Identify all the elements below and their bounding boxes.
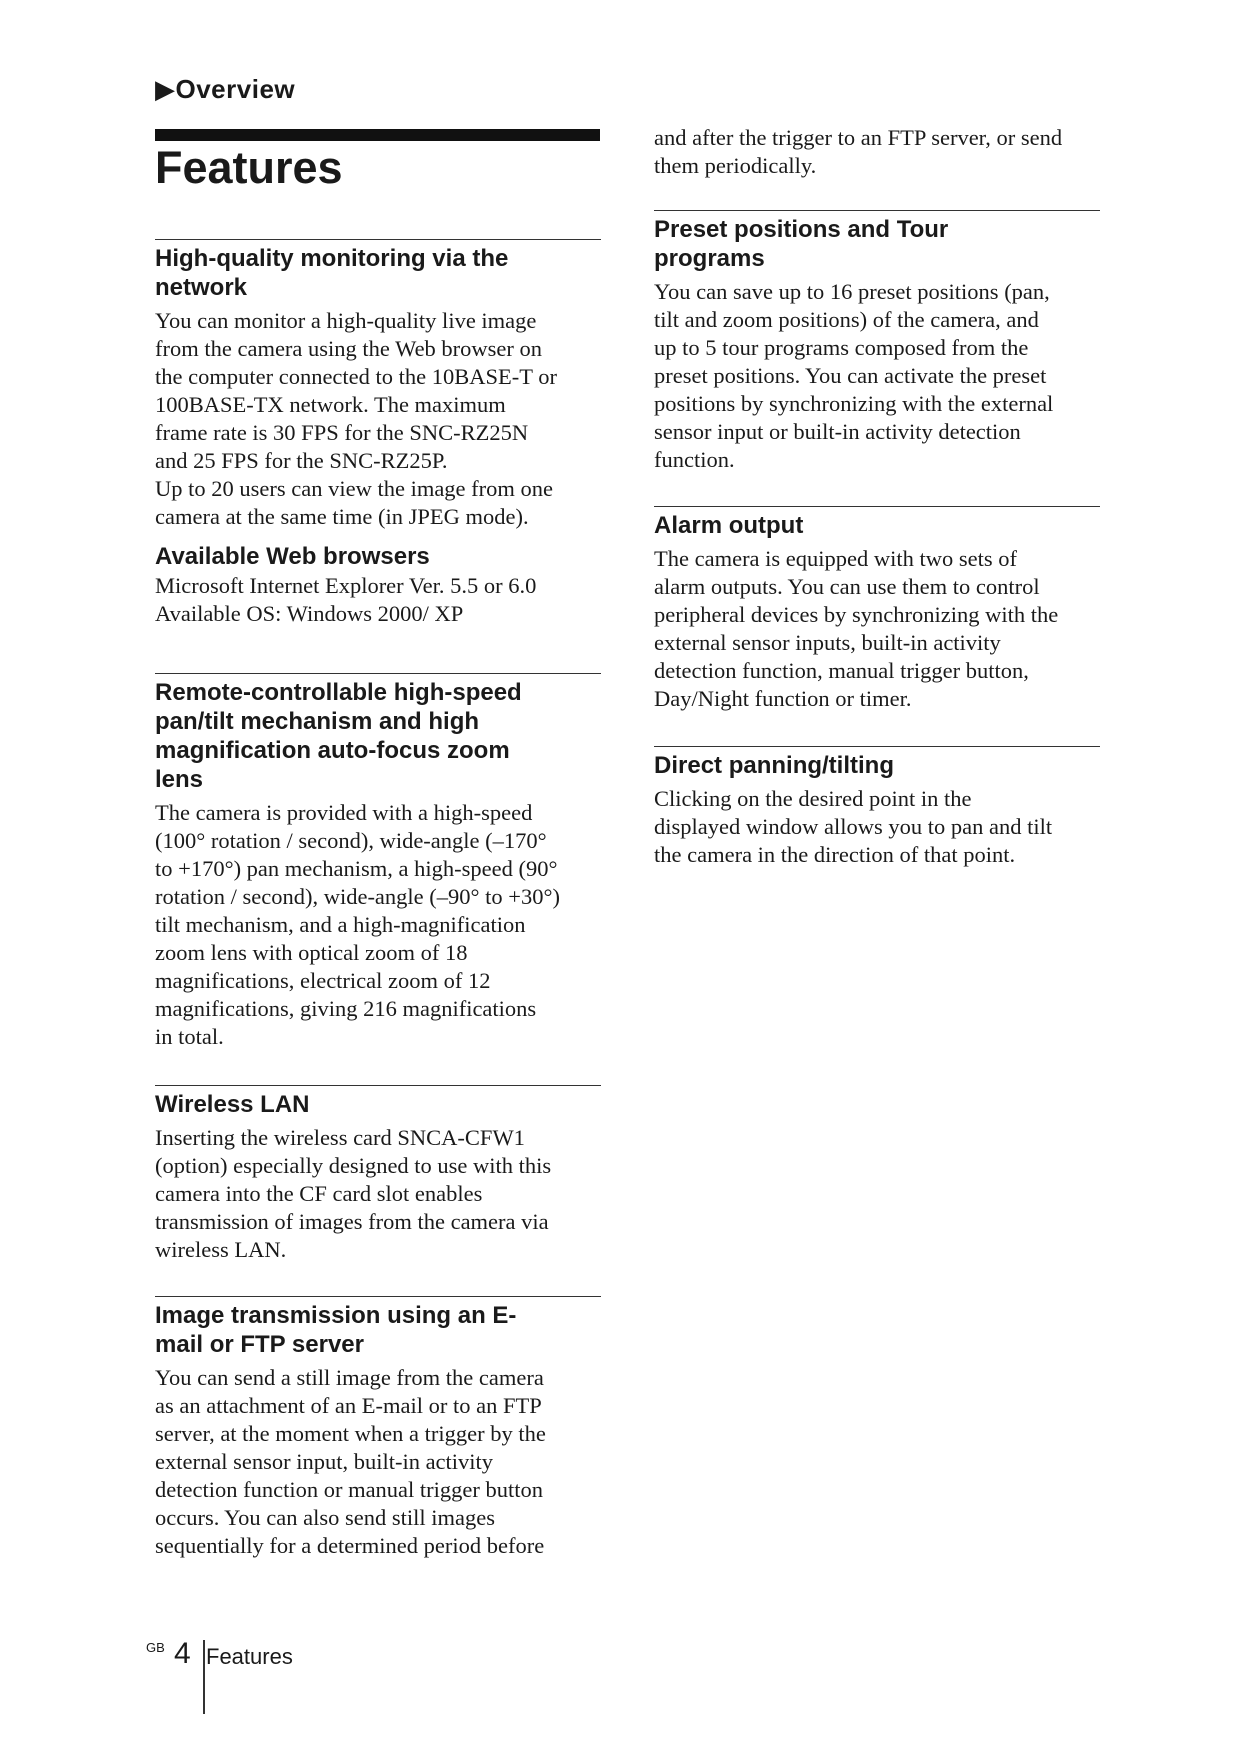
text-line: camera at the same time (in JPEG mode). (155, 504, 529, 529)
continued-paragraph-text (654, 124, 1100, 180)
section-heading (155, 678, 601, 794)
text-line: You can save up to 16 preset positions (pan, (654, 279, 1050, 304)
text-line: external sensor inputs, built-in activity (654, 630, 1001, 655)
section-label-text: Overview (175, 74, 296, 104)
text-line: wireless LAN. (155, 1237, 287, 1262)
heading-line: network (155, 274, 248, 301)
heading-line: mail or FTP server (155, 1331, 364, 1358)
section-heading (654, 215, 1100, 273)
text-line: them periodically. (654, 153, 817, 178)
text-line: the computer connected to the 10BASE-T or (155, 364, 557, 389)
section-paragraph (654, 785, 1100, 869)
section-paragraph (155, 1124, 601, 1264)
section-heading (654, 511, 1100, 540)
text-line: zoom lens with optical zoom of 18 (155, 940, 468, 965)
text-line: detection function, manual trigger button, (654, 658, 1029, 683)
heading-line: Remote-controllable high-speed (155, 679, 522, 706)
text-line: magnifications, electrical zoom of 12 (155, 968, 491, 993)
text-line: transmission of images from the camera via (155, 1209, 549, 1234)
section-wireless-lan (155, 1085, 601, 1264)
text-line: Available OS: Windows 2000/ XP (155, 601, 464, 626)
text-line: function. (654, 447, 735, 472)
section-heading (155, 1090, 601, 1119)
text-line: Clicking on the desired point in the (654, 786, 972, 811)
text-line: in total. (155, 1024, 224, 1049)
text-line: (100° rotation / second), wide-angle (–170° (155, 828, 547, 853)
page-title: Features (155, 142, 343, 193)
page-number: 4 (174, 1637, 191, 1670)
text-line: preset positions. You can activate the preset (654, 363, 1047, 388)
region-code: GB (146, 1640, 165, 1655)
text-line: to +170°) pan mechanism, a high-speed (90° (155, 856, 558, 881)
heading-line: Alarm output (654, 512, 804, 539)
text-line: You can monitor a high-quality live image (155, 308, 537, 333)
section-alarm-output (654, 506, 1100, 713)
text-line: external sensor input, built-in activity (155, 1449, 494, 1474)
text-line: Day/Night function or timer. (654, 686, 912, 711)
text-line: Inserting the wireless card SNCA-CFW1 (155, 1125, 525, 1150)
section-direct-panning (654, 746, 1100, 869)
title-bar (155, 129, 600, 141)
text-line: Microsoft Internet Explorer Ver. 5.5 or 6.0 (155, 573, 537, 598)
text-line: 100BASE-TX network. The maximum (155, 392, 506, 417)
text-line: The camera is equipped with two sets of (654, 546, 1018, 571)
section-paragraph (155, 1364, 601, 1560)
heading-line: Preset positions and Tour (654, 216, 949, 243)
section-preset-positions (654, 210, 1100, 474)
heading-line: Direct panning/tilting (654, 752, 894, 779)
text-line: and after the trigger to an FTP server, or send (654, 125, 1063, 150)
text-line: The camera is provided with a high-speed (155, 800, 533, 825)
heading-line: High-quality monitoring via the (155, 245, 509, 272)
text-line: sensor input or built-in activity detection (654, 419, 1021, 444)
section-paragraph (654, 278, 1100, 474)
text-line: alarm outputs. You can use them to control (654, 574, 1040, 599)
text-line: rotation / second), wide-angle (–90° to +30°) (155, 884, 560, 909)
text-line: You can send a still image from the camera (155, 1365, 544, 1390)
section-label (155, 74, 295, 105)
section-heading (654, 751, 1100, 780)
triangle-arrow-icon: ▶ (155, 74, 176, 104)
text-line: detection function or manual trigger button (155, 1477, 544, 1502)
text-line: magnifications, giving 216 magnifications (155, 996, 537, 1021)
section-high-quality-monitoring (155, 239, 601, 628)
text-line: tilt and zoom positions) of the camera, and (654, 307, 1039, 332)
text-line: (option) especially designed to use with this (155, 1153, 552, 1178)
text-line: server, at the moment when a trigger by the (155, 1421, 546, 1446)
text-line: camera into the CF card slot enables (155, 1181, 483, 1206)
text-line: tilt mechanism, and a high-magnification (155, 912, 526, 937)
heading-line: lens (155, 766, 204, 793)
text-line: as an attachment of an E-mail or to an FTP (155, 1393, 542, 1418)
text-line: displayed window allows you to pan and tilt (654, 814, 1053, 839)
heading-line: programs (654, 245, 765, 272)
subsection-heading: Available Web browsers (155, 543, 430, 570)
text-line: from the camera using the Web browser on (155, 336, 543, 361)
text-line: and 25 FPS for the SNC-RZ25P. (155, 448, 448, 473)
section-image-transmission (155, 1296, 601, 1560)
subsection-paragraph (155, 572, 601, 628)
section-paragraph (654, 545, 1100, 713)
section-paragraph (155, 307, 601, 531)
heading-line: Wireless LAN (155, 1091, 310, 1118)
text-line: Up to 20 users can view the image from one (155, 476, 554, 501)
heading-line: Image transmission using an E- (155, 1302, 517, 1329)
text-line: occurs. You can also send still images (155, 1505, 495, 1530)
footer-divider (203, 1640, 205, 1714)
continued-paragraph (654, 124, 1100, 180)
text-line: sequentially for a determined period before (155, 1533, 545, 1558)
section-pan-tilt-zoom (155, 673, 601, 1051)
text-line: frame rate is 30 FPS for the SNC-RZ25N (155, 420, 529, 445)
text-line: up to 5 tour programs composed from the (654, 335, 1029, 360)
section-heading (155, 244, 601, 302)
text-line: positions by synchronizing with the external (654, 391, 1054, 416)
heading-line: pan/tilt mechanism and high (155, 708, 480, 735)
text-line: peripheral devices by synchronizing with the (654, 602, 1059, 627)
heading-line: magnification auto-focus zoom (155, 737, 510, 764)
running-title: Features (206, 1644, 293, 1669)
section-paragraph (155, 799, 601, 1051)
text-line: the camera in the direction of that point. (654, 842, 1016, 867)
section-heading (155, 1301, 601, 1359)
